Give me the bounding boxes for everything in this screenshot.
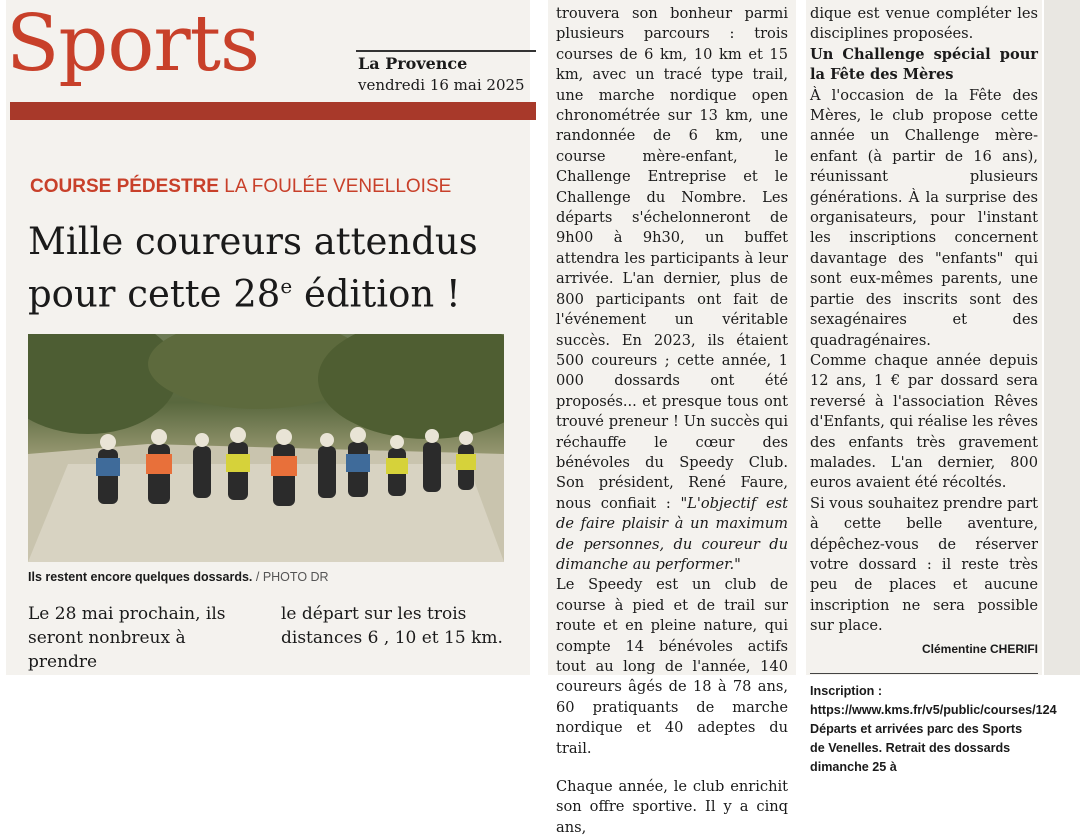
clipping-column-two (548, 0, 796, 836)
photo-credit: / PHOTO DR (255, 570, 329, 584)
author-signature: Clémentine CHERIFI (921, 641, 1038, 656)
body-paragraph (556, 4, 788, 575)
article-kicker (30, 176, 451, 198)
caption-text: Ils restent encore quelques dossards. (28, 570, 253, 584)
section-color-bar (10, 102, 536, 120)
headline-line-1: Mille coureurs attendus (28, 220, 478, 263)
publication-name: La Provence (358, 54, 468, 73)
body-paragraph: Comme chaque année depuis 12 ans, 1 € par dossard sera reversé à l'association Rêves d'Enfants, qui réalise les rêves des enfants très gravement malades. L'an dernier, 800 euros avaient été récoltés. (810, 351, 1038, 492)
registration-info: Inscription : https://www.kms.fr/v5/public/courses/124 Départs et arrivées parc des Sports de Venelles. Retrait des dossards dimanche 25 à (810, 684, 1057, 774)
body-paragraph: Le Speedy est un club de course à pied et de trail sur route et en pleine nature, qui compte 14 bénévoles actifs tout au long de l'année, 140 coureurs âgés de 18 à 78 ans, 60 pratiquants de marche nordique et 40 adeptes du trail. (556, 576, 788, 757)
clipping-column-three (806, 0, 1057, 774)
adjacent-page-edge (1044, 0, 1080, 675)
clipping-page-one (6, 0, 530, 675)
body-text: trouvera son bonheur parmi plusieurs parcours : trois courses de 6 km, 10 km et 15 km, avec un tracé type trail, une marche nordique open chronométrée sur 13 km, une randonnée de 6 km, une course mère-enfant, le Challenge Entreprise et le Challenge du Nombre. Les départs s'échelonneront de 9h00 à 9h30, un buffet attendra les participants à leur arrivée. L'an dernier, plus de 800 participants ont fait de l'événement un véritable succès. En 2023, ils étaient 500 coureurs ; cette année, 1 000 dossards ont été proposés... et presque tous ont trouvé preneur ! Un succès qui réchauffe le cœur des bénévoles du Speedy Club. Son président, René Faure, nous confiait : (556, 5, 788, 512)
publication-date: vendredi 16 mai 2025 (358, 76, 525, 94)
headline-line-2 (28, 264, 528, 316)
headline-line-2-text: pour cette 28 (28, 272, 281, 316)
section-title: Sports (6, 0, 259, 89)
masthead-rule (356, 50, 536, 52)
article-subheading: Un Challenge spécial pour la Fête des Mères (810, 45, 1038, 84)
article-column-three (810, 4, 1057, 777)
body-paragraph: dique est venue compléter les disciplines proposées. (810, 5, 1038, 43)
article-column-two (556, 4, 788, 838)
article-photo (28, 334, 504, 562)
photo-caption (28, 570, 329, 584)
runners-photo-illustration (28, 334, 504, 562)
kicker-event: LA FOULÉE VENELLOISE (224, 176, 452, 197)
president-quote: "L'objectif est de faire plaisir à un maximum de personnes, du coureur du dimanche au performer." (556, 494, 788, 573)
body-paragraph: Chaque année, le club enrichit son offre sportive. Il y a cinq ans, (556, 778, 788, 836)
body-paragraph: Si vous souhaitez prendre part à cette belle aventure, dépêchez-vous de réserver votre dossard : il reste très peu de places et aucune inscription ne sera possible sur place. (810, 494, 1038, 635)
kicker-category: COURSE PÉDESTRE (30, 176, 219, 197)
lead-paragraph-col-2: le départ sur les trois distances 6 , 10 et 15 km. (281, 604, 503, 648)
body-paragraph: À l'occasion de la Fête des Mères, le club propose cette année un Challenge mère-enfant (à partir de 16 ans), réunissant plusieurs générations. À la surprise des organisateurs, pour l'instant les inscriptions concernent davantage des "enfants" qui sont eux-mêmes parents, une partie des inscrits sont des sexagénaires et des quadragénaires. (810, 86, 1038, 349)
info-box-rule (810, 673, 1038, 674)
headline-line-2-end: édition ! (292, 272, 461, 316)
lead-paragraph-col-1: Le 28 mai prochain, ils seront nonbreux à prendre (28, 604, 226, 672)
article-headline (28, 220, 528, 316)
headline-superscript: e (280, 274, 293, 298)
